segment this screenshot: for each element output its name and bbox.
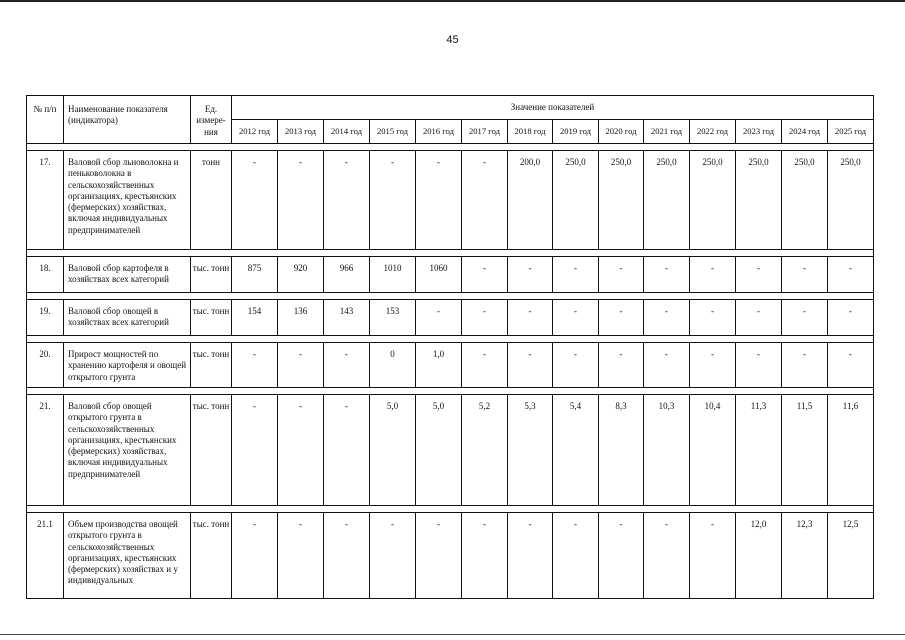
header-year: 2022 год — [690, 120, 736, 144]
value-cell: 12,5 — [828, 513, 874, 599]
value-cell: 136 — [278, 300, 324, 336]
value-cell: - — [782, 300, 828, 336]
value-cell: - — [324, 513, 370, 599]
row-number: 19. — [27, 300, 64, 336]
unit-cell: тыс. тонн — [191, 343, 232, 388]
header-year: 2021 год — [644, 120, 690, 144]
indicator-name: Валовой сбор овощей в хозяйствах всех категорий — [64, 300, 191, 336]
value-cell: - — [462, 513, 508, 599]
value-cell: - — [690, 300, 736, 336]
value-cell: - — [416, 513, 462, 599]
header-year: 2012 год — [232, 120, 278, 144]
row-spacer-cell — [27, 388, 874, 395]
value-cell: - — [644, 343, 690, 388]
value-cell: 920 — [278, 257, 324, 293]
header-year: 2023 год — [736, 120, 782, 144]
row-spacer — [27, 250, 874, 257]
value-cell: 250,0 — [599, 151, 644, 250]
table-row — [27, 395, 874, 506]
row-number: 21. — [27, 395, 64, 506]
value-cell: - — [462, 257, 508, 293]
value-cell: 11,6 — [828, 395, 874, 506]
row-spacer — [27, 336, 874, 343]
value-cell: - — [508, 257, 553, 293]
page-top-border — [0, 0, 905, 2]
row-spacer-cell — [27, 250, 874, 257]
value-cell: 250,0 — [644, 151, 690, 250]
value-cell: - — [553, 513, 599, 599]
value-cell: - — [232, 343, 278, 388]
table-row — [27, 513, 874, 599]
page-bottom-border — [0, 634, 905, 635]
table-row — [27, 257, 874, 293]
header-number: № п/п — [27, 96, 64, 144]
value-cell: - — [553, 343, 599, 388]
value-cell: - — [324, 343, 370, 388]
header-year: 2018 год — [508, 120, 553, 144]
value-cell: - — [599, 257, 644, 293]
indicator-name: Валовой сбор льноволокна и пеньковолокна в сельскохозяйственных организациях, крестьянских (фермерских) хозяйствах, включая индивидуальных предпринимателей — [64, 151, 191, 250]
row-spacer-cell — [27, 506, 874, 513]
value-cell: - — [370, 513, 416, 599]
value-cell: - — [462, 300, 508, 336]
value-cell: - — [690, 513, 736, 599]
value-cell: 5,0 — [370, 395, 416, 506]
value-cell: - — [736, 343, 782, 388]
indicator-name: Валовой сбор картофеля в хозяйствах всех категорий — [64, 257, 191, 293]
header-year: 2015 год — [370, 120, 416, 144]
value-cell: - — [232, 395, 278, 506]
value-cell: - — [736, 300, 782, 336]
value-cell: 250,0 — [782, 151, 828, 250]
value-cell: - — [828, 257, 874, 293]
value-cell: - — [553, 257, 599, 293]
value-cell: - — [232, 513, 278, 599]
page-number: 45 — [446, 34, 459, 46]
header-year: 2013 год — [278, 120, 324, 144]
table-row — [27, 343, 874, 388]
value-cell: 0 — [370, 343, 416, 388]
value-cell: - — [462, 343, 508, 388]
value-cell: 250,0 — [553, 151, 599, 250]
row-spacer — [27, 506, 874, 513]
value-cell: 154 — [232, 300, 278, 336]
value-cell: 250,0 — [736, 151, 782, 250]
value-cell: 12,0 — [736, 513, 782, 599]
value-cell: - — [690, 343, 736, 388]
value-cell: 200,0 — [508, 151, 553, 250]
value-cell: 1060 — [416, 257, 462, 293]
value-cell: - — [416, 151, 462, 250]
value-cell: - — [553, 300, 599, 336]
value-cell: - — [278, 513, 324, 599]
value-cell: 966 — [324, 257, 370, 293]
row-spacer-cell — [27, 293, 874, 300]
indicator-name: Прирост мощностей по хранению картофеля и овощей открытого грунта — [64, 343, 191, 388]
unit-cell: тыс. тонн — [191, 300, 232, 336]
value-cell: 1010 — [370, 257, 416, 293]
value-cell: - — [644, 257, 690, 293]
unit-cell: тыс. тонн — [191, 513, 232, 599]
table-row — [27, 300, 874, 336]
value-cell: - — [828, 343, 874, 388]
value-cell: 5,4 — [553, 395, 599, 506]
value-cell: 5,3 — [508, 395, 553, 506]
value-cell: - — [462, 151, 508, 250]
value-cell: 250,0 — [690, 151, 736, 250]
value-cell: - — [324, 151, 370, 250]
header-year: 2024 год — [782, 120, 828, 144]
value-cell: 875 — [232, 257, 278, 293]
header-year: 2025 год — [828, 120, 874, 144]
value-cell: - — [599, 513, 644, 599]
indicators-table — [26, 95, 874, 599]
value-cell: - — [782, 343, 828, 388]
value-cell: - — [690, 257, 736, 293]
value-cell: - — [644, 513, 690, 599]
value-cell: - — [232, 151, 278, 250]
value-cell: - — [508, 343, 553, 388]
value-cell: - — [644, 300, 690, 336]
row-spacer-cell — [27, 144, 874, 151]
value-cell: - — [508, 300, 553, 336]
header-year: 2016 год — [416, 120, 462, 144]
row-number: 17. — [27, 151, 64, 250]
value-cell: 10,4 — [690, 395, 736, 506]
value-cell: 5,0 — [416, 395, 462, 506]
header-year: 2020 год — [599, 120, 644, 144]
table-row — [27, 151, 874, 250]
value-cell: - — [370, 151, 416, 250]
value-cell: - — [782, 257, 828, 293]
value-cell: 143 — [324, 300, 370, 336]
indicator-name: Валовой сбор овощей открытого грунта в сельскохозяйственных организациях, крестьянских (фермерских) хозяйствах, включая индивидуальных предпринимателей — [64, 395, 191, 506]
row-number: 18. — [27, 257, 64, 293]
header-values-group: Значение показателей — [232, 96, 874, 120]
value-cell: 1,0 — [416, 343, 462, 388]
value-cell: 250,0 — [828, 151, 874, 250]
value-cell: 5,2 — [462, 395, 508, 506]
value-cell: - — [278, 395, 324, 506]
table-body — [27, 144, 874, 599]
row-spacer — [27, 388, 874, 395]
value-cell: - — [278, 151, 324, 250]
row-number: 20. — [27, 343, 64, 388]
indicator-name: Объем производства овощей открытого грунта в сельскохозяйственных организациях, крестьянских (фермерских) хозяйствах и у индивидуальных — [64, 513, 191, 599]
value-cell: - — [599, 343, 644, 388]
unit-cell: тыс. тонн — [191, 395, 232, 506]
value-cell: 8,3 — [599, 395, 644, 506]
value-cell: - — [278, 343, 324, 388]
value-cell: 11,5 — [782, 395, 828, 506]
value-cell: - — [324, 395, 370, 506]
row-number: 21.1 — [27, 513, 64, 599]
header-year: 2017 год — [462, 120, 508, 144]
header-unit: Ед. измере-ния — [191, 96, 232, 144]
header-indicator-name: Наименование показателя (индикатора) — [64, 96, 191, 144]
value-cell: 12,3 — [782, 513, 828, 599]
unit-cell: тыс. тонн — [191, 257, 232, 293]
value-cell: - — [828, 300, 874, 336]
table-header — [27, 96, 874, 144]
row-spacer — [27, 293, 874, 300]
value-cell: 11,3 — [736, 395, 782, 506]
value-cell: 153 — [370, 300, 416, 336]
header-year: 2019 год — [553, 120, 599, 144]
unit-cell: тонн — [191, 151, 232, 250]
header-year: 2014 год — [324, 120, 370, 144]
value-cell: - — [736, 257, 782, 293]
value-cell: - — [508, 513, 553, 599]
value-cell: - — [599, 300, 644, 336]
row-spacer-cell — [27, 336, 874, 343]
row-spacer — [27, 144, 874, 151]
value-cell: - — [416, 300, 462, 336]
value-cell: 10,3 — [644, 395, 690, 506]
